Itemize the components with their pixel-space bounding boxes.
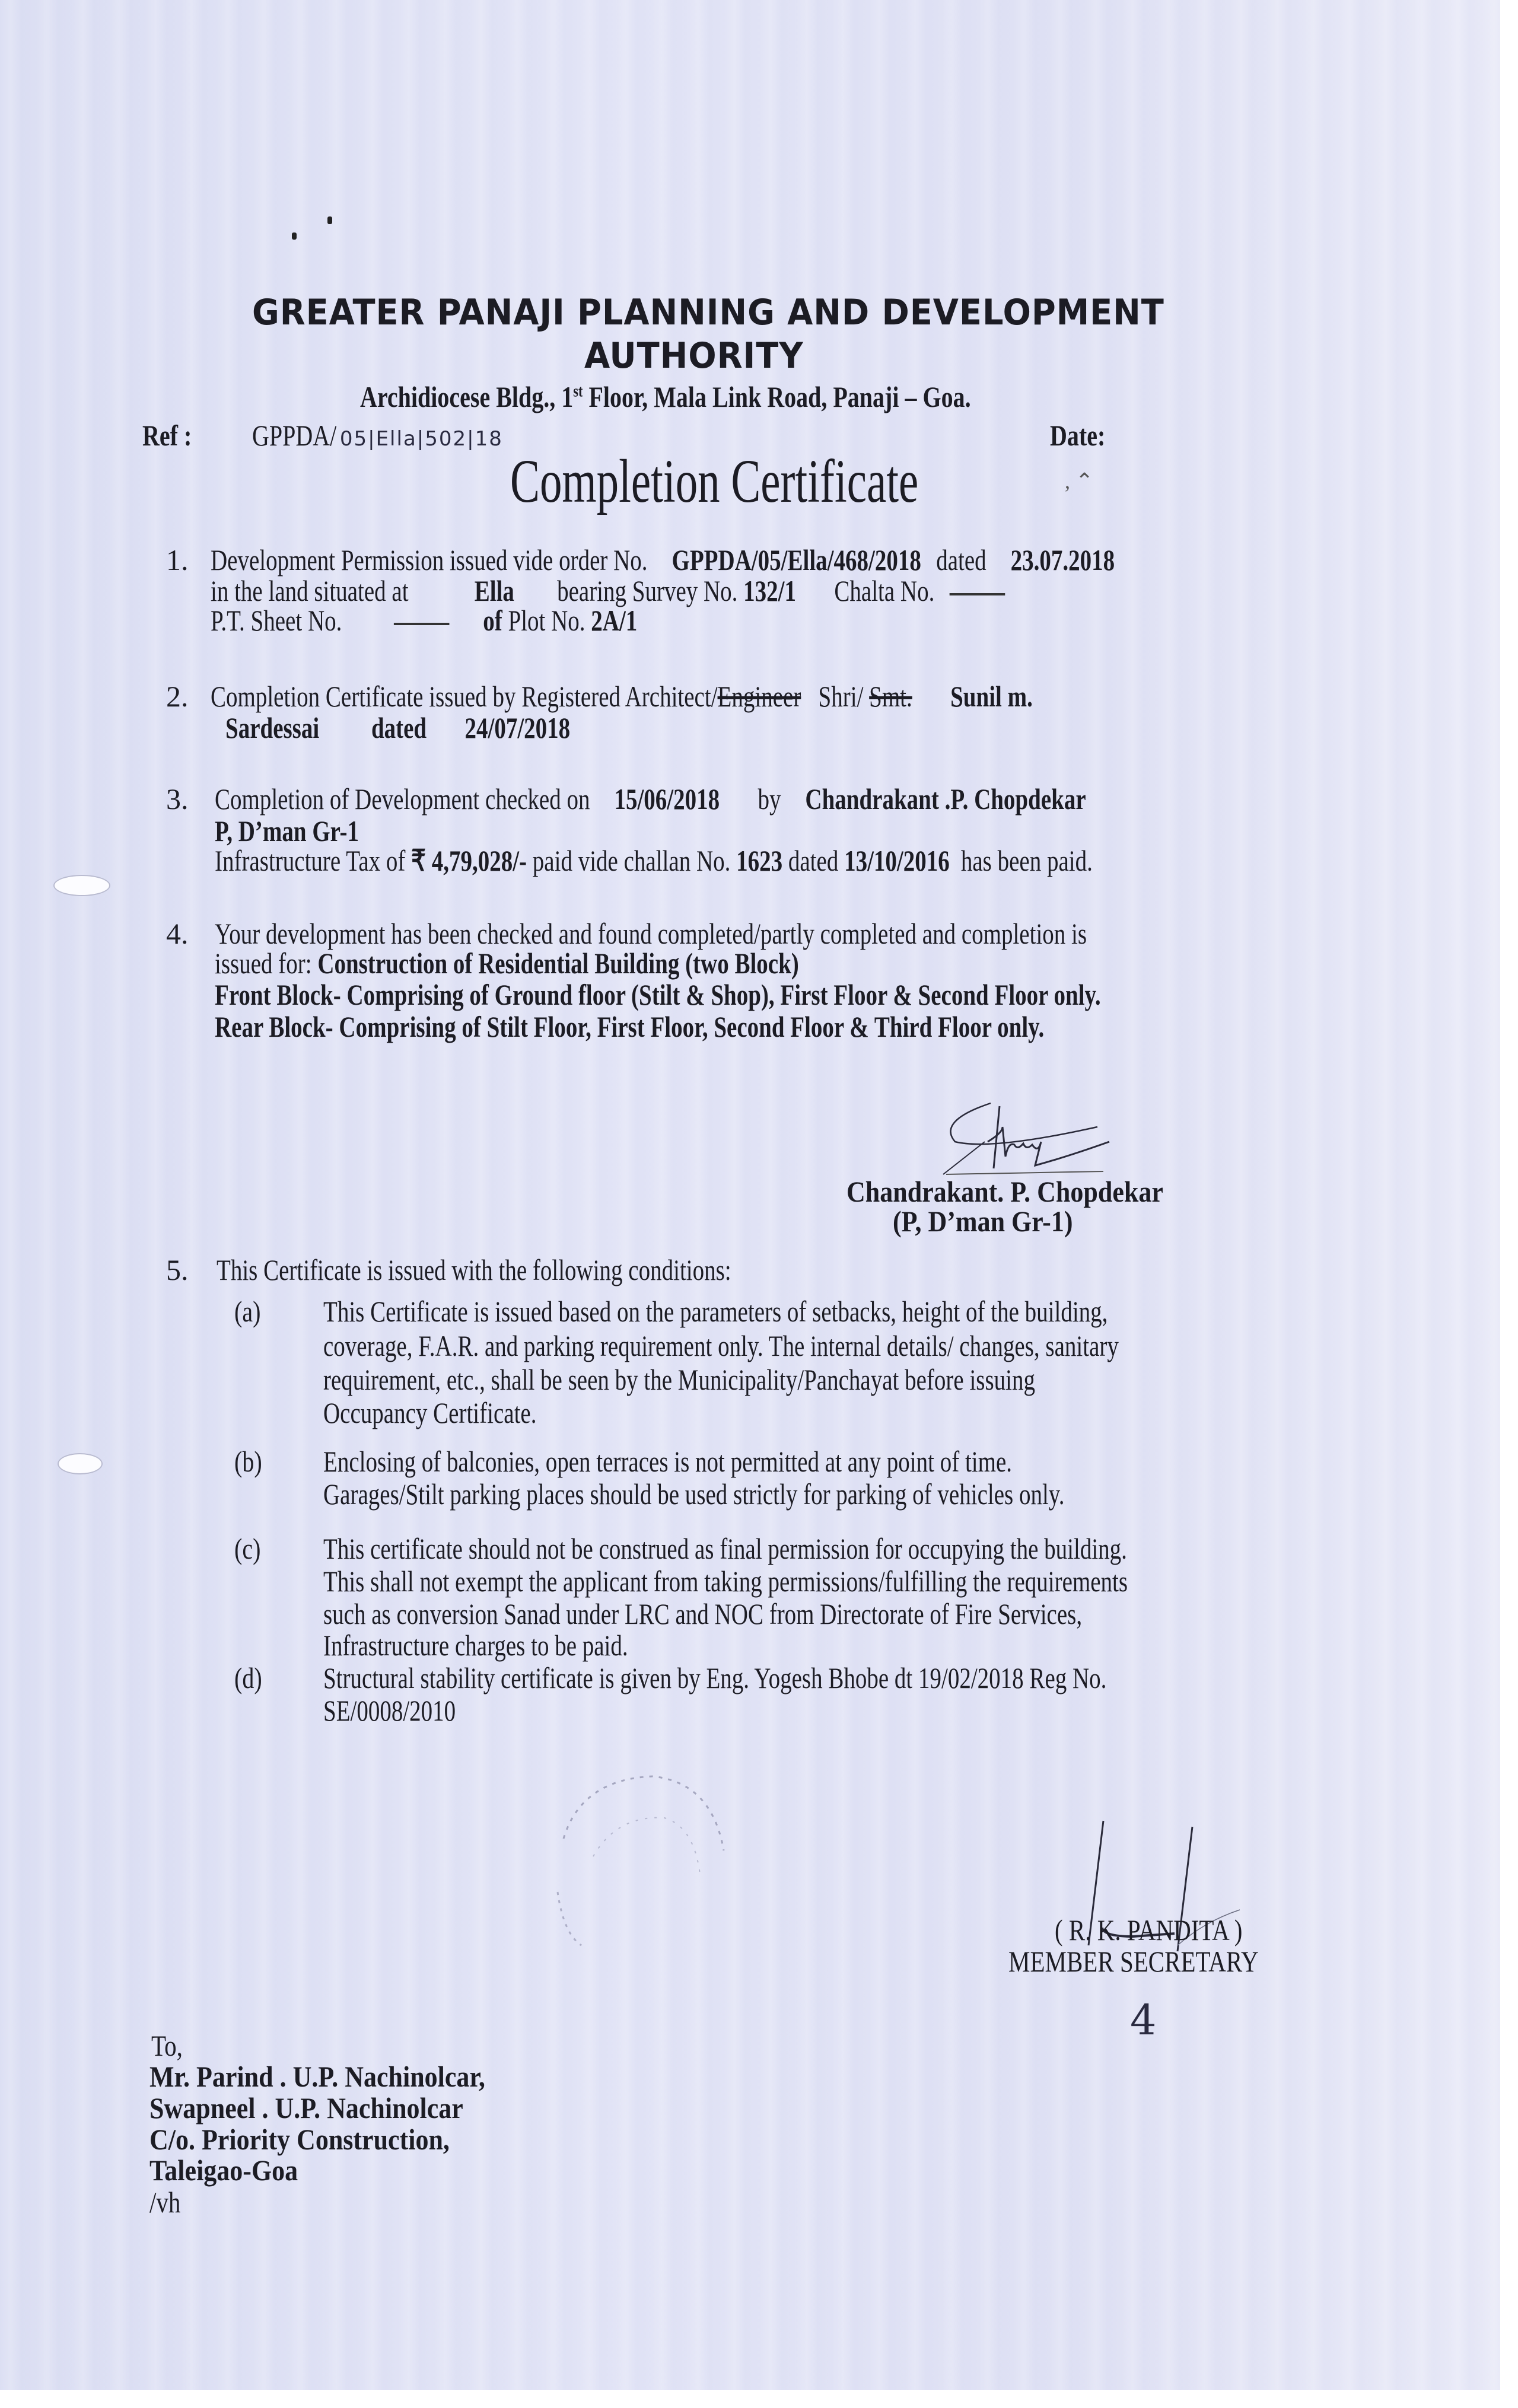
document-title: Completion Certificate <box>510 447 919 515</box>
condition-c-line: This certificate should not be construed as final permission for occupying the building. <box>323 1532 1127 1565</box>
item3-text1: Completion of Development checked on <box>215 782 590 816</box>
struck-engineer: Engineer <box>717 680 801 713</box>
infrastructure-tax-amount: ₹ 4,79,028/- <box>411 844 527 877</box>
signatory2-name: ( R. K. PANDITA ) <box>1055 1913 1243 1947</box>
item2-text3: dated <box>371 711 427 744</box>
item3-text5: dated <box>788 844 839 877</box>
item2-text1: Completion Certificate issued by Registered Architect/ <box>211 680 718 713</box>
front-block-description: Front Block- Comprising of Ground floor (Stilt & Shop), First Floor & Second Floor only. <box>215 978 1101 1011</box>
rear-block-description: Rear Block- Comprising of Stilt Floor, First Floor, Second Floor & Third Floor only. <box>215 1010 1045 1043</box>
punch-hole-bottom <box>58 1453 103 1474</box>
challan-date: 13/10/2016 <box>844 844 950 877</box>
item2-line2 <box>225 711 570 745</box>
checked-date: 15/06/2018 <box>614 782 720 816</box>
item1-text1: Development Permission issued vide order No. <box>211 543 648 576</box>
ref-handwritten: 05|Ella|502|18 <box>339 427 503 451</box>
architect-cert-date: 24/07/2018 <box>464 711 571 744</box>
recipient-line: C/o. Priority Construction, <box>149 2123 450 2156</box>
item1-text4: bearing Survey No. <box>557 574 738 607</box>
order-number: GPPDA/05/Ella/468/2018 <box>672 543 921 576</box>
checked-by: Chandrakant .P. Chopdekar <box>805 782 1086 816</box>
item4-line1: Your development has been checked and found completed/partly completed and completion is <box>215 917 1087 950</box>
condition-c-line: This shall not exempt the applicant from taking permissions/fulfilling the requirements <box>323 1565 1128 1598</box>
item5-intro: This Certificate is issued with the following conditions: <box>217 1253 731 1286</box>
architect-name-b: Sardessai <box>225 711 320 744</box>
item3-text4: paid vide challan No. <box>532 844 731 877</box>
condition-a-line: Occupancy Certificate. <box>323 1396 537 1429</box>
item3-text2: by <box>758 782 781 816</box>
item1-text8: Plot No. <box>508 604 585 637</box>
item4-line2 <box>215 946 799 980</box>
date-label: Date: <box>1050 419 1106 452</box>
recipient-salutation: To, <box>151 2029 183 2062</box>
item1-text6: P.T. Sheet No. <box>211 604 342 637</box>
item1-text7: of <box>483 604 502 637</box>
condition-d-line: SE/0008/2010 <box>323 1694 456 1727</box>
address-sup: st <box>573 382 583 401</box>
condition-d-label: (d) <box>234 1661 262 1694</box>
handwritten-page-mark: 4 <box>1130 1996 1157 2044</box>
condition-a-line: requirement, etc., shall be seen by the Municipality/Panchayat before issuing <box>323 1363 1035 1396</box>
org-address <box>360 380 971 414</box>
item3-line1 <box>215 782 1086 816</box>
condition-b-line: Garages/Stilt parking places should be used strictly for parking of vehicles only. <box>323 1477 1065 1511</box>
village-name: Ella <box>474 574 514 607</box>
challan-number: 1623 <box>736 844 783 877</box>
architect-name-a: Sunil m. <box>950 680 1033 713</box>
signature-chopdekar <box>919 1085 1157 1174</box>
punch-hole-top <box>53 875 110 896</box>
item1-line1 <box>211 543 1115 577</box>
recipient-line: Swapneel . U.P. Nachinolcar <box>149 2091 463 2124</box>
recipient-line: Taleigao-Goa <box>149 2154 298 2187</box>
ink-speck <box>292 232 297 240</box>
item3-number: 3. <box>166 782 189 816</box>
signatory1-name: Chandrakant. P. Chopdekar <box>846 1175 1163 1208</box>
signatory1-title: (P, D’man Gr-1) <box>893 1205 1073 1238</box>
plot-number: 2A/1 <box>591 604 638 637</box>
item1-text5: Chalta No. <box>834 574 935 607</box>
item2-line1 <box>211 679 1033 714</box>
item1-text2: dated <box>936 543 986 576</box>
struck-smt: Smt. <box>869 680 912 713</box>
item1-line3 <box>211 603 637 638</box>
typist-initials: /vh <box>149 2186 181 2219</box>
signatory2-title: MEMBER SECRETARY <box>1008 1945 1259 1978</box>
ref-label: Ref : <box>142 419 192 452</box>
official-seal-stamp <box>546 1767 759 1957</box>
address-part2: Floor, Mala Link Road, Panaji – Goa. <box>583 380 971 413</box>
org-name-line2: AUTHORITY <box>584 335 804 377</box>
condition-a-label: (a) <box>234 1295 261 1328</box>
survey-number: 132/1 <box>743 574 797 607</box>
item3-text6: has been paid. <box>960 844 1093 877</box>
item3-line2: P, D’man Gr-1 <box>215 814 359 848</box>
ink-speck <box>327 216 332 224</box>
item3-line3 <box>215 843 1093 878</box>
construction-description: Construction of Residential Building (two Block) <box>317 947 799 980</box>
condition-c-line: such as conversion Sanad under LRC and NOC from Directorate of Fire Services, <box>323 1597 1083 1630</box>
pt-sheet-blank <box>394 623 450 625</box>
org-name-line1: GREATER PANAJI PLANNING AND DEVELOPMENT <box>252 292 1164 333</box>
condition-c-line: Infrastructure charges to be paid. <box>323 1629 628 1662</box>
condition-c-label: (c) <box>234 1532 261 1565</box>
condition-b-label: (b) <box>234 1445 262 1478</box>
chalta-blank <box>950 593 1005 595</box>
item3-text3: Infrastructure Tax of <box>215 844 406 877</box>
item2-text2: Shri/ <box>818 680 864 713</box>
condition-b-line: Enclosing of balconies, open terraces is not permitted at any point of time. <box>323 1445 1013 1478</box>
order-date: 23.07.2018 <box>1010 543 1115 576</box>
item4-text2: issued for: <box>215 947 312 980</box>
item1-text3: in the land situated at <box>211 574 409 607</box>
title-marks: , ⌃ <box>1065 469 1094 493</box>
address-part1: Archidiocese Bldg., 1 <box>360 380 574 413</box>
item4-number: 4. <box>166 917 189 950</box>
condition-a-line: coverage, F.A.R. and parking requirement only. The internal details/ changes, sanitary <box>323 1329 1119 1362</box>
condition-a-line: This Certificate is issued based on the parameters of setbacks, height of the building, <box>323 1295 1108 1328</box>
item5-number: 5. <box>166 1253 189 1286</box>
item2-number: 2. <box>166 680 189 713</box>
ref-number <box>252 418 503 453</box>
ref-printed: GPPDA/ <box>252 419 337 452</box>
recipient-line: Mr. Parind . U.P. Nachinolcar, <box>149 2060 485 2093</box>
item1-number: 1. <box>166 543 189 576</box>
condition-d-line: Structural stability certificate is given by Eng. Yogesh Bhobe dt 19/02/2018 Reg No. <box>323 1661 1107 1694</box>
